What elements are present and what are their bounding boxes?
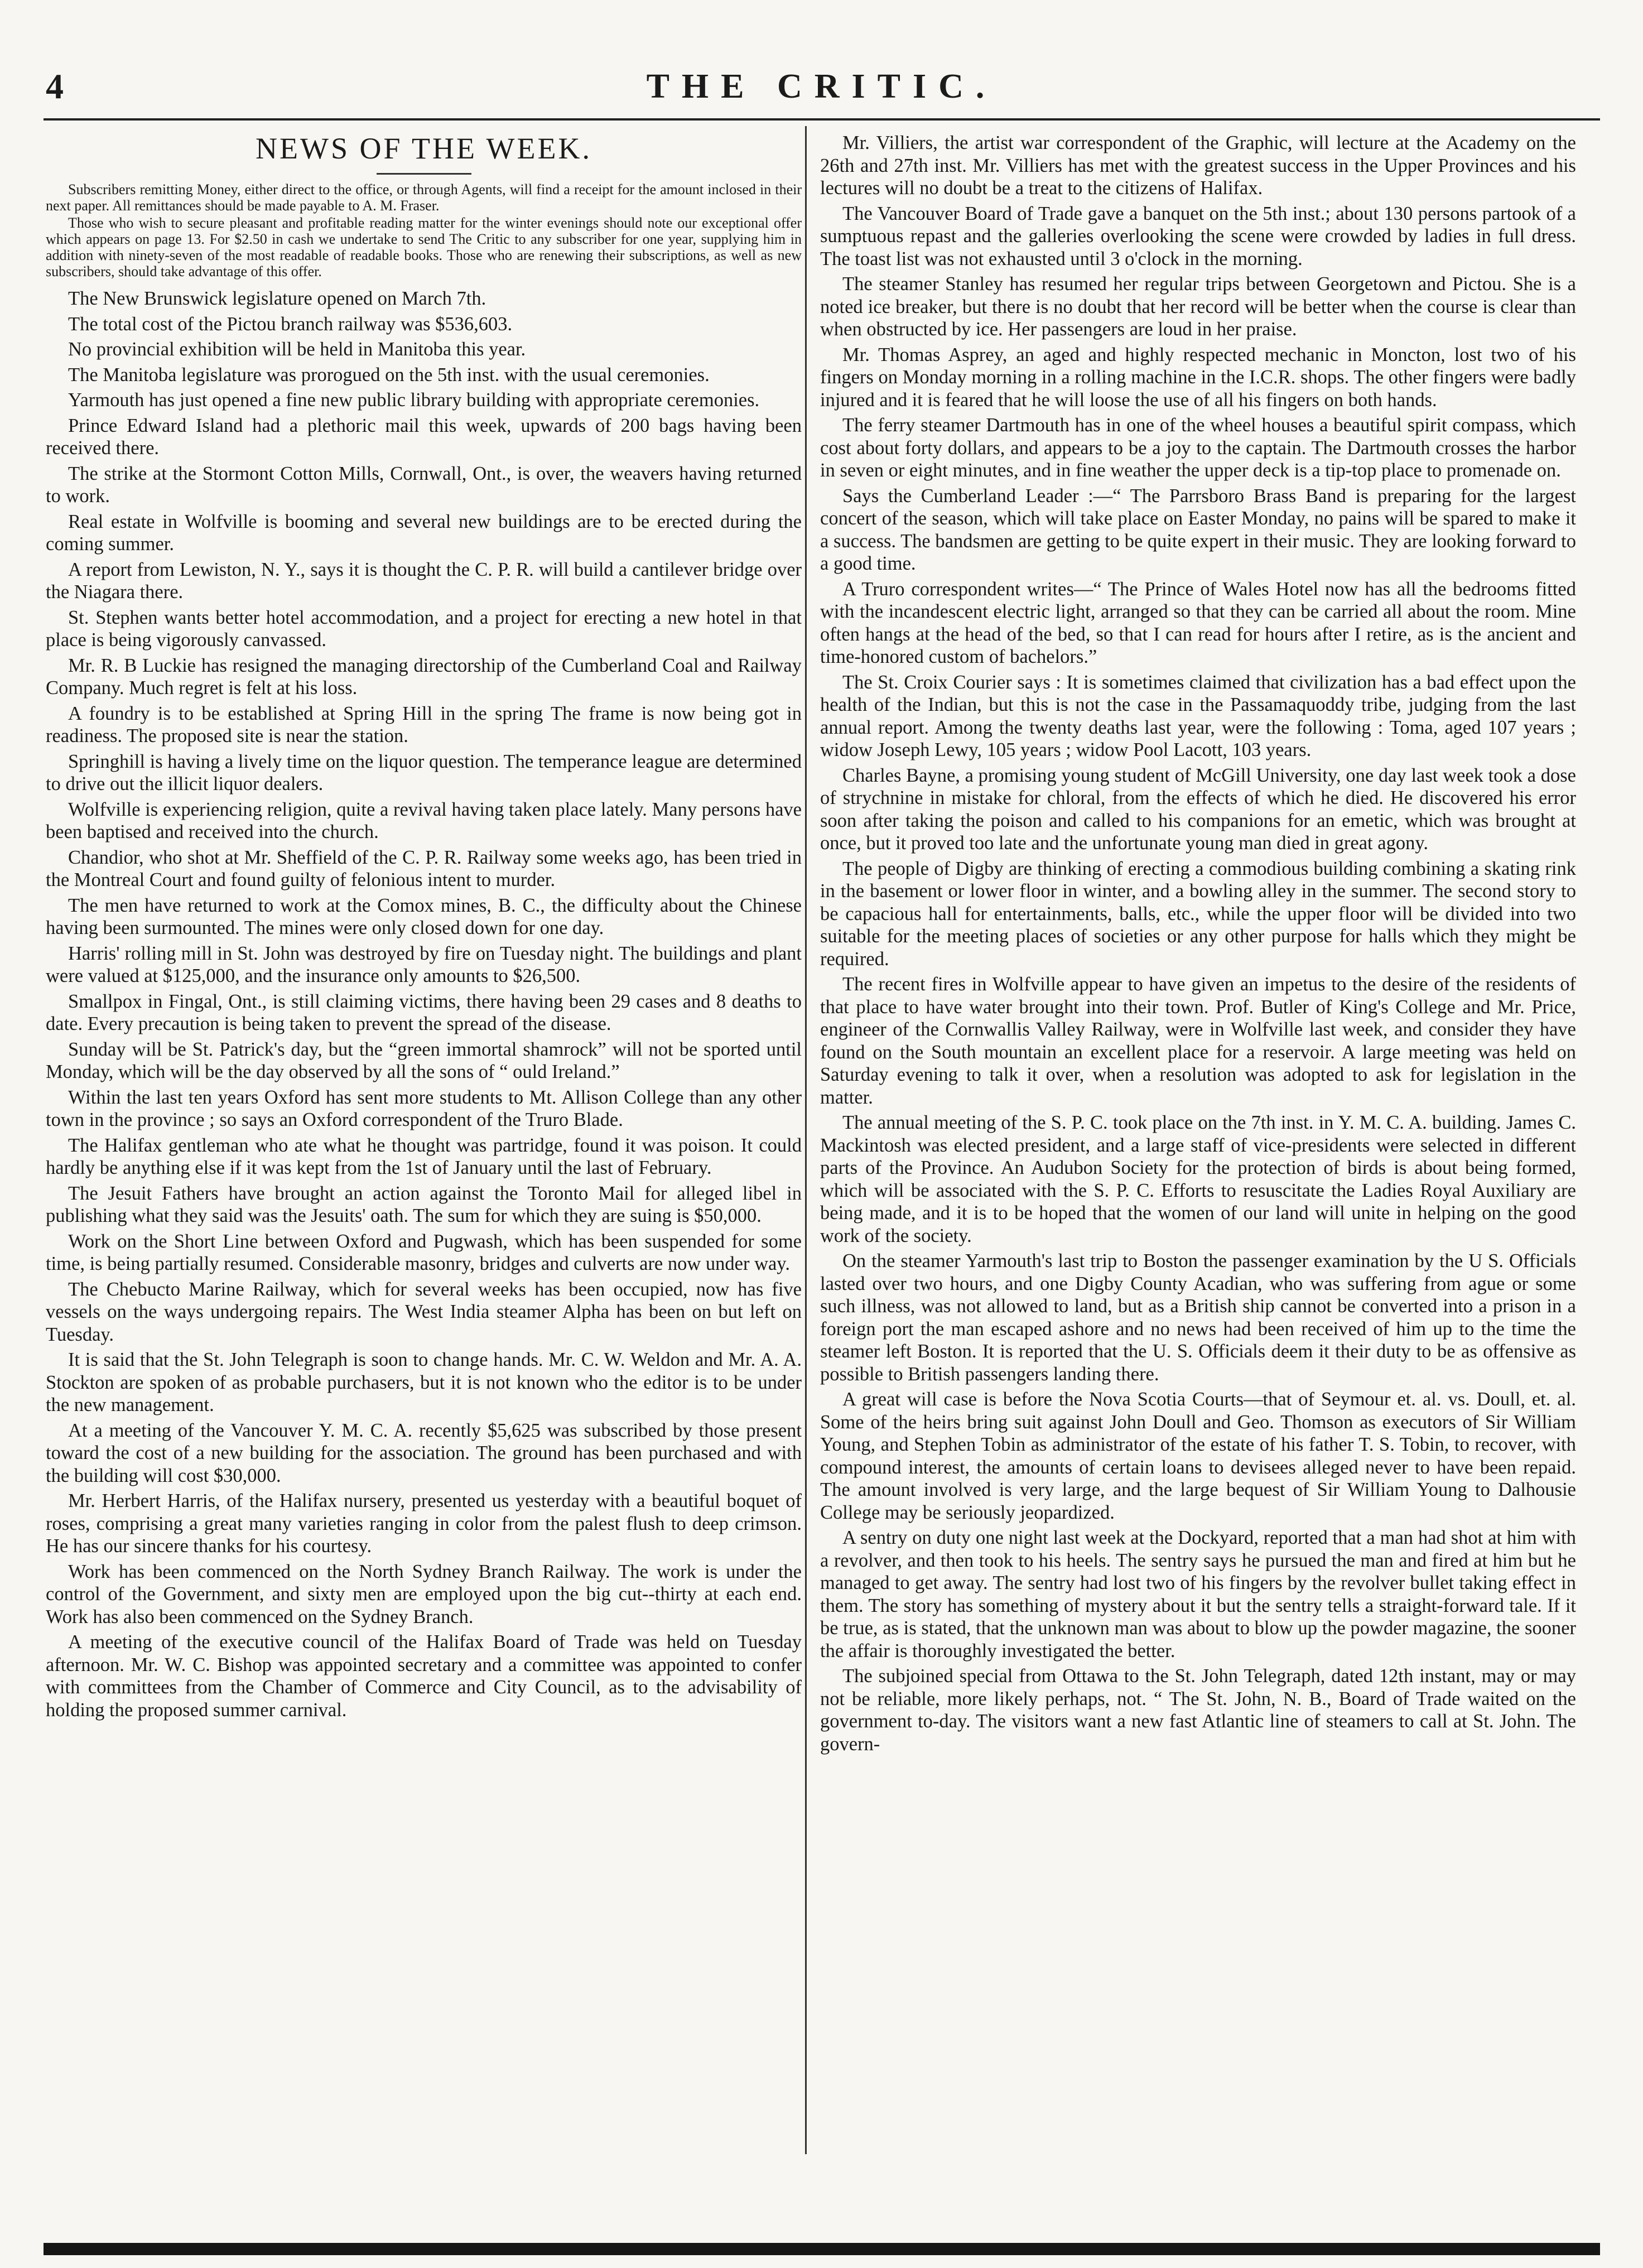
left-news-items — [46, 287, 802, 1721]
news-item: At a meeting of the Vancouver Y. M. C. A. recently $5,625 was subscribed by those present toward the cost of a new building for the association. The ground has been purchased and with the building will cost $30,000. — [46, 1419, 802, 1486]
news-item: Real estate in Wolfville is booming and several new buildings are to be erected during the coming summer. — [46, 511, 802, 555]
news-item: The Halifax gentleman who ate what he thought was partridge, found it was poison. It could hardly be anything else if it was kept from the 1st of January until the last of February. — [46, 1134, 802, 1178]
news-item: The St. Croix Courier says : It is sometimes claimed that civilization has a bad effect upon the health of the Indian, but this is not the case in the Passamaquoddy tribe, judging from the last annual report. Among the twenty deaths last year, were the following : Toma, aged 107 years ; widow Joseph Lewy, 105 years ; widow Pool Lacott, 103 years. — [820, 671, 1576, 760]
news-item: The annual meeting of the S. P. C. took place on the 7th inst. in Y. M. C. A. building. James C. Mackintosh was elected president, and a large staff of vice-presidents were selected in different parts of the Province. An Audubon Society for the protection of birds is about being formed, which will be associated with the S. P. C. Efforts to resuscitate the Ladies Royal Auxiliary are being made, and it is to be hoped that the women of our land will unite in helping on the good work of the society. — [820, 1112, 1576, 1246]
news-item: The total cost of the Pictou branch railway was $536,603. — [68, 313, 513, 335]
news-item: The strike at the Stormont Cotton Mills, Cornwall, Ont., is over, the weavers having returned to work. — [46, 463, 802, 507]
news-item: No provincial exhibition will be held in Manitoba this year. — [68, 339, 526, 360]
news-item: Mr. Herbert Harris, of the Halifax nursery, presented us yesterday with a beautiful boquet of roses, comprising a great many varieties ranging in color from the palest flush to deep crimson. He has our sincere thanks for his courtesy. — [46, 1490, 802, 1557]
news-item: The Chebucto Marine Railway, which for several weeks has been occupied, now has five vessels on the ways undergoing repairs. The West India steamer Alpha has been on but left on Tuesday. — [46, 1278, 802, 1345]
news-item: Wolfville is experiencing religion, quite a revival having taken place lately. Many persons have been baptised and received into the church. — [46, 798, 802, 842]
news-item: Prince Edward Island had a plethoric mail this week, upwards of 200 bags having been received there. — [46, 415, 802, 459]
right-news-items — [820, 132, 1576, 1755]
news-item: A great will case is before the Nova Scotia Courts—that of Seymour et. al. vs. Doull, et. al. Some of the heirs bring suit against John Doull and Geo. Thomson as executors of Sir William Young, and Stephen Tobin as administrator of the estate of his father T. S. Tobin, to recover, with compound interest, the amounts of certain loans to devisees alleged never to have been repaid. The amount involved is very large, and the large bequest of Sir William Young to Dalhousie College may be seriously jeopardized. — [820, 1389, 1576, 1523]
news-item: The New Brunswick legislature opened on March 7th. — [68, 288, 486, 309]
header-rule — [44, 118, 1600, 121]
news-item: The Vancouver Board of Trade gave a banquet on the 5th inst.; about 130 persons partook of a sumptuous repast and the galleries overlooking the scene were crowded by ladies in full dress. The toast list was not exhausted until 3 o'clock in the morning. — [820, 203, 1576, 269]
news-item: A sentry on duty one night last week at the Dockyard, reported that a man had shot at him with a revolver, and then took to his heels. The sentry says he pursued the man and fired at him but he managed to get away. The sentry had lost two of his fingers by the revolver bullet taking effect in them. The story has something of mystery about it but the sentry tells a straight-forward tale. If it be true, as is stated, that the unknown man was about to blow up the powder magazine, the sooner the affair is thoroughly investigated the better. — [820, 1527, 1576, 1662]
heading-rule — [377, 173, 471, 175]
news-item: A meeting of the executive council of the Halifax Board of Trade was held on Tuesday afternoon. Mr. W. C. Bishop was appointed secretary and a committee was appointed to confer with committees from the Chamber of Commerce and City Council, as to the advisability of holding the proposed summer carnival. — [46, 1631, 802, 1721]
news-item: Charles Bayne, a promising young student of McGill University, one day last week took a dose of strychnine in mistake for chloral, from the effects of which he died. He discovered his error soon after taking the poison and called to his companions for an emetic, which was brought at once, but it proved too late and the unfortunate young man died in great agony. — [820, 764, 1576, 854]
news-item: Mr. Thomas Asprey, an aged and highly respected mechanic in Moncton, lost two of his fingers on Monday morning in a rolling machine in the I.C.R. shops. The other fingers were badly injured and it is feared that he will loose the use of all his fingers on both hands. — [820, 344, 1576, 411]
section-heading: NEWS OF THE WEEK. — [256, 132, 592, 165]
news-item: The people of Digby are thinking of erecting a commodious building combining a skating rink in the basement or lower floor in winter, and a bowling alley in the summer. The second story to be capacious hall for entertainments, balls, etc., while the upper floor will be divided into two suitable for the meeting places of societies or any other purpose for halls which they might be required. — [820, 858, 1576, 970]
masthead-title: THE CRITIC. — [646, 68, 997, 105]
news-item: Says the Cumberland Leader :—“ The Parrsboro Brass Band is preparing for the largest concert of the season, which will take place on Easter Monday, no pains will be spared to make it a success. The bandsmen are getting to be quite expert in their music. They are looking forward to a good time. — [820, 485, 1576, 574]
news-item: On the steamer Yarmouth's last trip to Boston the passenger examination by the U S. Officials lasted over two hours, and one Digby County Acadian, who was suffering from ague or some such illness, was not allowed to land, but as a British ship cannot be converted into a prison in a foreign port the man escaped ashore and no news had been received of him up to the time the steamer left Boston. It is reported that the U. S. Officials deem it their duty to be as offensive as possible to British passengers landing there. — [820, 1250, 1576, 1385]
news-item: The Manitoba legislature was prorogued on the 5th inst. with the usual ceremonies. — [68, 364, 710, 386]
news-item: Work has been commenced on the North Sydney Branch Railway. The work is under the control of the Government, and sixty men are employed upon the big cut--thirty at each end. Work has also been commenced on the Sydney Branch. — [46, 1561, 802, 1627]
news-item: Harris' rolling mill in St. John was destroyed by fire on Tuesday night. The buildings and plant were valued at $125,000, and the insurance only amounts to $26,500. — [46, 942, 802, 986]
news-item: The men have returned to work at the Comox mines, B. C., the difficulty about the Chinese having been surmounted. The mines were only closed down for one day. — [46, 894, 802, 938]
news-item: A Truro correspondent writes—“ The Prince of Wales Hotel now has all the bedrooms fitted with the incandescent electric light, arranged so that they can be carried all about the room. Mine often hangs at the head of the bed, so that I can read for hours after I retire, as is the ancient and time-honored custom of bachelors.” — [820, 578, 1576, 667]
news-item: The recent fires in Wolfville appear to have given an impetus to the desire of the residents of that place to have water brought into their town. Prof. Butler of King's College and Mr. Price, engineer of the Cornwallis Valley Railway, were in Wolfville last week, and consider they have found on the South mountain an excellent place for a reservoir. A large meeting was held on Saturday evening to talk it over, when a resolution was adopted to ask for legislation in the matter. — [820, 974, 1576, 1108]
news-item: It is said that the St. John Telegraph is soon to change hands. Mr. C. W. Weldon and Mr. A. A. Stockton are spoken of as probable purchasers, but it is not known who the editor is to be under the new management. — [46, 1349, 802, 1415]
news-item: The subjoined special from Ottawa to the St. John Telegraph, dated 12th instant, may or may not be reliable, more likely perhaps, not. “ The St. John, N. B., Board of Trade waited on the government to-day. The visitors want a new fast Atlantic line of steamers to call at St. John. The govern- — [820, 1665, 1576, 1755]
news-item: A foundry is to be established at Spring Hill in the spring The frame is now being got in readiness. The proposed site is near the station. — [46, 702, 802, 747]
news-item: Work on the Short Line between Oxford and Pugwash, which has been suspended for some time, is being partially resumed. Considerable masonry, bridges and culverts are now under way. — [46, 1230, 802, 1274]
footer-rule — [44, 2243, 1600, 2255]
news-item: Sunday will be St. Patrick's day, but the “green immortal shamrock” will not be sported until Monday, which will be the day observed by all the sons of “ ould Ireland.” — [46, 1038, 802, 1082]
news-item: Mr. R. B Luckie has resigned the managing directorship of the Cumberland Coal and Railway Company. Much regret is felt at his loss. — [46, 654, 802, 699]
subscriber-notice: Subscribers remitting Money, either direct to the office, or through Agents, will find a receipt for the amount inclosed in their next paper. All remittances should be made payable to A. M. Fraser. — [46, 181, 802, 214]
news-item: Springhill is having a lively time on the liquor question. The temperance league are determined to drive out the illicit liquor dealers. — [46, 750, 802, 794]
news-item: Mr. Villiers, the artist war correspondent of the Graphic, will lecture at the Academy on the 26th and 27th inst. Mr. Villiers has met with the greatest success in the Upper Provinces and his lectures will no doubt be a treat to the citizens of Halifax. — [820, 132, 1576, 199]
news-item: Within the last ten years Oxford has sent more students to Mt. Allison College than any other town in the province ; so says an Oxford correspondent of the Truro Blade. — [46, 1086, 802, 1130]
offer-notice: Those who wish to secure pleasant and profitable reading matter for the winter evenings should note our exceptional offer which appears on page 13. For $2.50 in cash we undertake to send The Critic to any subscriber for one year, supplying him in addition with ninety-seven of the most readable of readable books. Those who are renewing their subscriptions, as well as new subscribers, should take advantage of this offer. — [46, 215, 802, 280]
left-column — [46, 132, 802, 1724]
news-item: The ferry steamer Dartmouth has in one of the wheel houses a beautiful spirit compass, which cost about forty dollars, and appears to be a joy to the captain. The Dartmouth crosses the harbor in seven or eight minutes, and in fine weather the upper deck is a tip-top place to promenade on. — [820, 415, 1576, 481]
news-item: The Jesuit Fathers have brought an action against the Toronto Mail for alleged libel in publishing what they said was the Jesuits' oath. The sum for which they are suing is $50,000. — [46, 1182, 802, 1226]
column-divider — [805, 126, 807, 2154]
news-item: Chandior, who shot at Mr. Sheffield of the C. P. R. Railway some weeks ago, has been tried in the Montreal Court and found guilty of felonious intent to murder. — [46, 846, 802, 890]
page-number: 4 — [46, 66, 64, 106]
right-column — [820, 132, 1576, 1758]
news-item: The steamer Stanley has resumed her regular trips between Georgetown and Pictou. She is a noted ice breaker, but there is no doubt that her record will be better when the course is clear than when obstructed by ice. Her passengers are loud in her praise. — [820, 273, 1576, 340]
news-item: St. Stephen wants better hotel accommodation, and a project for erecting a new hotel in that place is being vigorously canvassed. — [46, 606, 802, 651]
news-item: A report from Lewiston, N. Y., says it is thought the C. P. R. will build a cantilever bridge over the Niagara there. — [46, 558, 802, 603]
news-item: Smallpox in Fingal, Ont., is still claiming victims, there having been 29 cases and 8 deaths to date. Every precaution is being taken to prevent the spread of the disease. — [46, 990, 802, 1034]
news-item: Yarmouth has just opened a fine new public library building with appropriate ceremonies. — [68, 389, 760, 411]
